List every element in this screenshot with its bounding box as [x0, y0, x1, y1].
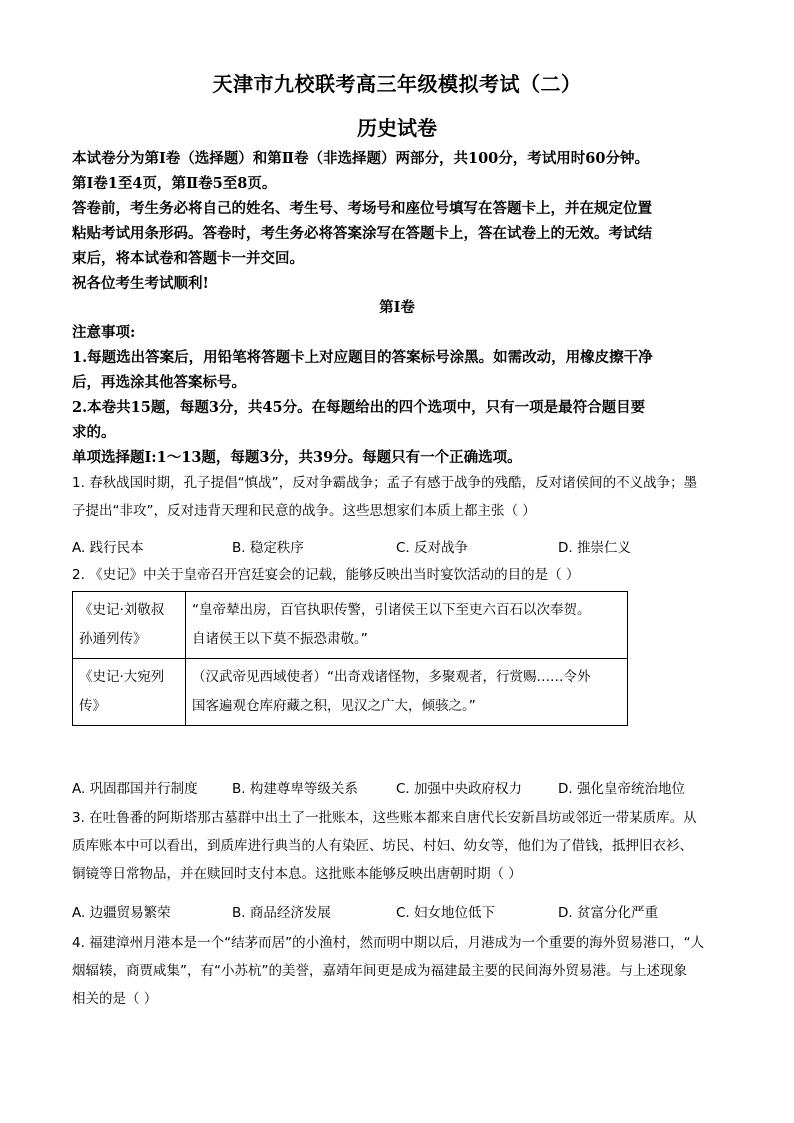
instruction-line: 第Ⅰ卷1至4页，第Ⅱ卷5至8页。 — [72, 175, 277, 192]
exam-title: 天津市九校联考高三年级模拟考试（二） — [212, 72, 582, 96]
question-1-stem — [72, 469, 732, 525]
option-c[interactable]: C. 妇女地位低下 — [396, 905, 496, 921]
notes-block — [72, 320, 732, 470]
question-line: 烟辐辏，商贾咸集”，有“小苏杭”的美誉，嘉靖年间更是成为福建最主要的民间海外贸易港。与上述现象 — [72, 963, 687, 979]
option-d[interactable]: D. 推崇仁义 — [558, 540, 631, 556]
option-d[interactable]: D. 贫富分化严重 — [558, 905, 658, 921]
instruction-line: 本试卷分为第Ⅰ卷（选择题）和第Ⅱ卷（非选择题）两部分，共100分，考试用时60分钟。 — [72, 150, 649, 167]
notes-heading: 注意事项: — [72, 324, 136, 341]
instruction-line: 答卷前，考生务必将自己的姓名、考生号、考场号和座位号填写在答题卡上，并在规定位置 — [72, 200, 652, 217]
good-luck-line: 祝各位考生考试顺利! — [72, 275, 209, 292]
question-line: 子提出“非攻”，反对违背天理和民意的战争。这些思想家们本质上都主张（ ） — [72, 503, 536, 519]
table-row — [73, 659, 628, 726]
subject-title: 历史试卷 — [357, 116, 437, 140]
question-line: 质库账本中可以看出，到质库进行典当的人有染匠、坊民、村妇、幼女等，他们为了借钱，抵押旧衣衫、 — [72, 838, 693, 854]
option-a[interactable]: A. 践行民本 — [72, 540, 144, 556]
source-table — [72, 591, 628, 726]
option-a[interactable]: A. 边疆贸易繁荣 — [72, 905, 171, 921]
question-2-options — [72, 777, 732, 799]
section-heading: 单项选择题Ⅰ:1～13题，每题3分，共39分。每题只有一个正确选项。 — [72, 449, 522, 466]
option-d[interactable]: D. 强化皇帝统治地位 — [558, 781, 685, 797]
exam-instructions — [72, 146, 732, 296]
table-row — [73, 592, 628, 659]
option-b[interactable]: B. 构建尊卑等级关系 — [232, 781, 358, 797]
question-1-options — [72, 536, 732, 558]
option-b[interactable]: B. 稳定秩序 — [232, 540, 304, 556]
instruction-line: 束后，将本试卷和答题卡一并交回。 — [72, 250, 304, 267]
question-3-stem — [72, 804, 732, 888]
option-a[interactable]: A. 巩固郡国并行制度 — [72, 781, 198, 797]
source-cell: 《史记·大宛列 传》 — [73, 659, 186, 726]
note-line: 2.本卷共15题，每题3分，共45分。在每题给出的四个选项中，只有一项是最符合题目要 — [72, 399, 646, 416]
question-line: 铜镜等日常物品，并在赎回时支付本息。这批账本能够反映出唐朝时期（ ） — [72, 866, 522, 882]
option-b[interactable]: B. 商品经济发展 — [232, 905, 331, 921]
option-c[interactable]: C. 加强中央政府权力 — [396, 781, 523, 797]
note-line: 求的。 — [72, 424, 116, 441]
question-line: 相关的是（ ） — [72, 991, 158, 1007]
note-line: 1.每题选出答案后，用铅笔将答题卡上对应题目的答案标号涂黑。如需改动，用橡皮擦干净 — [72, 349, 653, 366]
question-2-stem — [72, 561, 732, 589]
note-line: 后，再选涂其他答案标号。 — [72, 374, 246, 391]
part-one-heading: 第Ⅰ卷 — [379, 299, 415, 316]
question-4-stem — [72, 929, 732, 1013]
instruction-line: 粘贴考试用条形码。答卷时，考生务必将答案涂写在答题卡上，答在试卷上的无效。考试结 — [72, 225, 652, 242]
question-line: 4. 福建漳州月港本是一个“结茅而居”的小渔村，然而明中期以后，月港成为一个重要的海外贸易港口，“人 — [72, 935, 705, 951]
question-3-options — [72, 901, 732, 923]
quote-cell: （汉武帝见西域使者）“出奇戏诸怪物，多聚观者，行赏赐……令外 国客遍观仓库府藏之积，见汉之广大，倾骇之。” — [186, 659, 628, 726]
quote-cell: “皇帝辇出房，百官执职传警，引诸侯王以下至吏六百石以次奉贺。 自诸侯王以下莫不振恐肃敬。” — [186, 592, 628, 659]
source-cell: 《史记·刘敬叔 孙通列传》 — [73, 592, 186, 659]
question-line: 2. 《史记》中关于皇帝召开宫廷宴会的记载，能够反映出当时宴饮活动的目的是（ ） — [72, 567, 580, 583]
question-line: 3. 在吐鲁番的阿斯塔那古墓群中出土了一批账本，这些账本都来自唐代长安新昌坊或邻近一带某质库。从 — [72, 810, 697, 826]
question-line: 1. 春秋战国时期，孔子提倡“慎战”，反对争霸战争；孟子有感于战争的残酷，反对诸侯间的不义战争；墨 — [72, 475, 698, 491]
option-c[interactable]: C. 反对战争 — [396, 540, 469, 556]
